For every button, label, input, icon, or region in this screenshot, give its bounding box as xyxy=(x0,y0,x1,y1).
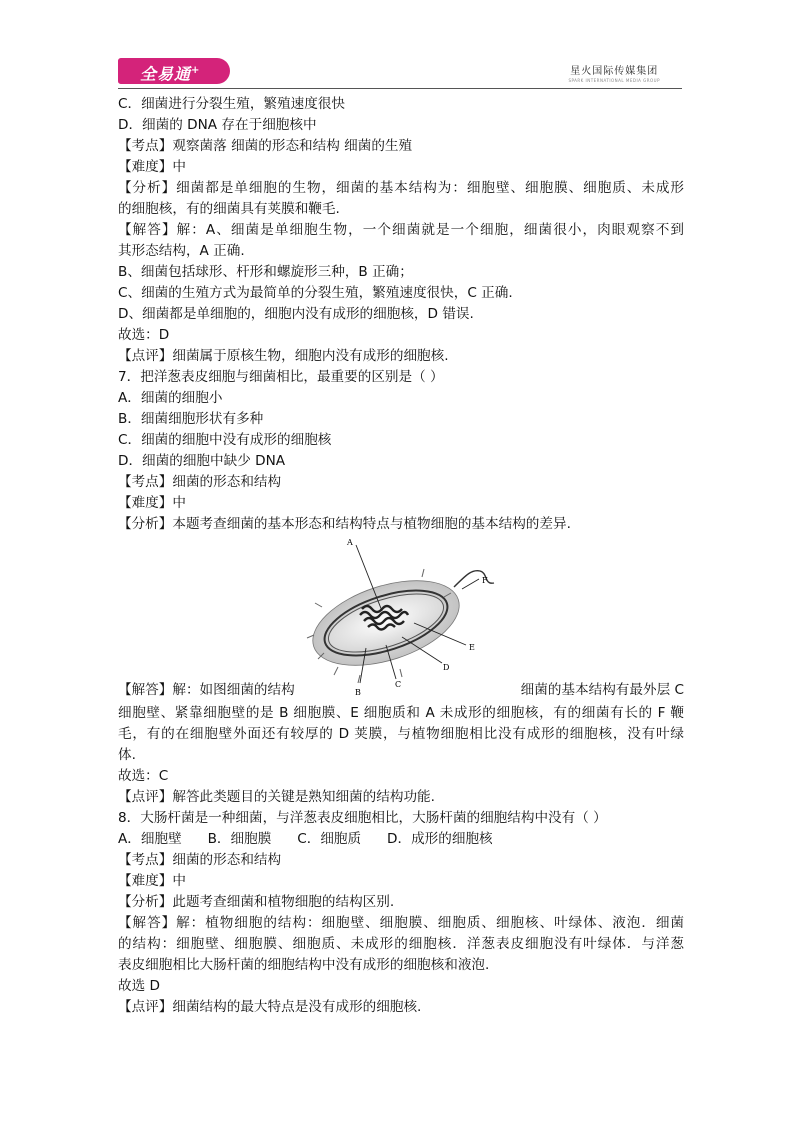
q7-jieda-right: 细菌的基本结构有最外层 C xyxy=(520,682,684,698)
q7-option-c: C．细菌的细胞中没有成形的细胞核 xyxy=(118,432,332,448)
q8-jieda-line-1: 【解答】解：植物细胞的结构：细胞壁、细胞膜、细胞质、细胞核、叶绿体、液泡．细菌 xyxy=(118,915,684,931)
q6-fenxi-line-1: 【分析】细菌都是单细胞的生物，细菌的基本结构为：细胞壁、细胞膜、细胞质、未成形 xyxy=(118,180,684,196)
q7-stem: 7．把洋葱表皮细胞与细菌相比，最重要的区别是（ ） xyxy=(118,369,444,385)
q7-answer: 故选：C xyxy=(118,768,169,784)
q6-answer: 故选：D xyxy=(118,327,170,343)
label-e: E xyxy=(469,643,475,652)
q7-jieda-line-4: 体. xyxy=(118,747,136,763)
q6-dianping: 【点评】细菌属于原核生物，细胞内没有成形的细胞核. xyxy=(118,348,449,364)
q7-fenxi: 【分析】本题考查细菌的基本形态和结构特点与植物细胞的基本结构的差异. xyxy=(118,516,571,532)
q6-option-c: C．细菌进行分裂生殖，繁殖速度很快 xyxy=(118,96,345,112)
q7-figure-row xyxy=(118,535,684,701)
logo-plus: + xyxy=(191,65,201,76)
q8-stem: 8．大肠杆菌是一种细菌，与洋葱表皮细胞相比，大肠杆菌的细胞结构中没有（ ） xyxy=(118,810,607,826)
q8-kaodian: 【考点】细菌的形态和结构 xyxy=(118,852,282,868)
q6-jieda-line-5: D、细菌都是单细胞的，细胞内没有成形的细胞核，D 错误. xyxy=(118,306,474,322)
q7-option-b: B．细菌细胞形状有多种 xyxy=(118,411,264,427)
document-body xyxy=(118,94,684,1018)
q7-jieda-left: 【解答】解：如图细菌的结构 xyxy=(118,682,295,698)
q6-option-d: D．细菌的 DNA 存在于细胞核中 xyxy=(118,117,317,133)
flagellum xyxy=(454,571,494,587)
logo-text: 全易通 xyxy=(140,64,192,84)
q8-nandu: 【难度】中 xyxy=(118,873,186,889)
q8-fenxi: 【分析】此题考查细菌和植物细胞的结构区别. xyxy=(118,894,395,910)
header-rule xyxy=(118,88,682,89)
q8-options: A．细胞壁 B．细胞膜 C．细胞质 D．成形的细胞核 xyxy=(118,831,493,847)
q8-answer: 故选 D xyxy=(118,978,160,994)
brand-logo xyxy=(118,58,230,84)
q6-jieda-line-1: 【解答】解：A、细菌是单细胞生物，一个细菌就是一个细胞，细菌很小，肉眼观察不到 xyxy=(118,222,684,238)
label-c: C xyxy=(395,680,402,689)
q7-nandu: 【难度】中 xyxy=(118,495,186,511)
q8-dianping: 【点评】细菌结构的最大特点是没有成形的细胞核. xyxy=(118,999,422,1015)
q7-option-a: A．细菌的细胞小 xyxy=(118,390,223,406)
q7-dianping: 【点评】解答此类题目的关键是熟知细菌的结构功能. xyxy=(118,789,435,805)
brand-name-cn: 星火国际传媒集团 xyxy=(570,66,659,77)
q8-jieda-line-3: 表皮细胞相比大肠杆菌的细胞结构中没有成形的细胞核和液泡. xyxy=(118,957,490,973)
brand-block xyxy=(568,62,660,83)
q6-jieda-line-2: 其形态结构，A 正确. xyxy=(118,243,245,259)
label-b: B xyxy=(355,688,361,697)
q8-jieda-line-2: 的结构：细胞壁、细胞膜、细胞质、未成形的细胞核．洋葱表皮细胞没有叶绿体．与洋葱 xyxy=(118,936,684,952)
q7-option-d: D．细菌的细胞中缺少 DNA xyxy=(118,453,286,469)
q7-jieda-line-3: 毛，有的在细胞壁外面还有较厚的 D 荚膜，与植物细胞相比没有成形的细胞核，没有叶绿 xyxy=(118,726,684,742)
label-f: F xyxy=(482,576,488,585)
page-header xyxy=(118,54,682,88)
q6-kaodian: 【考点】观察菌落 细菌的形态和结构 细菌的生殖 xyxy=(118,138,413,154)
label-a: A xyxy=(347,538,353,547)
q7-jieda-line-2: 细胞壁、紧靠细胞壁的是 B 细胞膜、E 细胞质和 A 未成形的细胞核，有的细菌有长的 F 鞭 xyxy=(118,705,684,721)
q6-jieda-line-3: B、细菌包括球形、杆形和螺旋形三种，B 正确； xyxy=(118,264,413,280)
q6-fenxi-line-2: 的细胞核，有的细菌具有荚膜和鞭毛. xyxy=(118,201,340,217)
q7-kaodian: 【考点】细菌的形态和结构 xyxy=(118,474,282,490)
q6-nandu: 【难度】中 xyxy=(118,159,186,175)
bacterium-diagram xyxy=(304,535,524,701)
q6-jieda-line-4: C、细菌的生殖方式为最简单的分裂生殖，繁殖速度很快，C 正确. xyxy=(118,285,513,301)
brand-name-en: SPARK INTERNATIONAL MEDIA GROUP xyxy=(568,78,660,83)
label-d: D xyxy=(443,663,450,672)
